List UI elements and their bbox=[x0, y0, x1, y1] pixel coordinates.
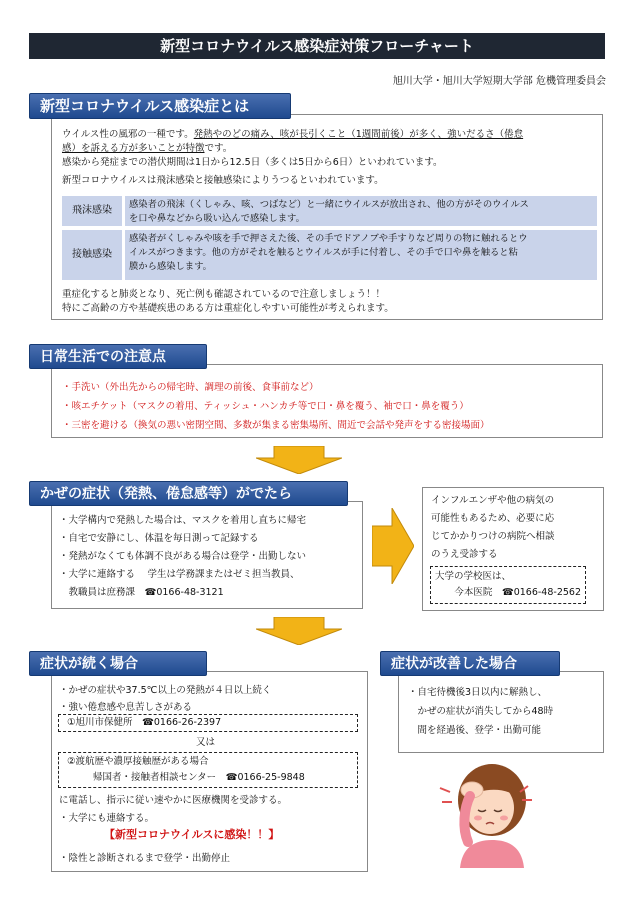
or-label: 又は bbox=[196, 737, 216, 748]
about-line5: 重症化すると肺炎となり、死亡例も確認されているので注意しましょう！！ bbox=[62, 289, 386, 300]
about-warning bbox=[62, 288, 394, 316]
about-line2: 感）を訴える方が多いことが特徴 bbox=[62, 143, 205, 154]
about-line4: 新型コロナウイルスは飛沫感染と接触感染によりうつるといわれています。 bbox=[62, 175, 384, 186]
symptoms-list bbox=[59, 512, 306, 602]
other-illness-line-4: のうえ受診する bbox=[431, 549, 498, 560]
school-doctor-contact: 今本医院 ☎0166-48-2562 bbox=[454, 587, 581, 598]
infected-heading: 【新型コロナウイルスに感染！！】 bbox=[104, 828, 280, 841]
continue-content-top bbox=[59, 682, 271, 716]
daily-item-cough-etiquette: ・咳エチケット（マスクの着用、ティッシュ・ハンカチ等で口・鼻を覆う、袖で口・鼻を覆う） bbox=[62, 401, 469, 412]
improved-line-2: かぜの症状が消失してから48時 bbox=[408, 706, 554, 717]
section-daily-heading: 日常生活での注意点 bbox=[29, 344, 207, 369]
improved-list bbox=[408, 683, 553, 740]
section-about-heading: 新型コロナウイルス感染症とは bbox=[29, 93, 291, 119]
daily-item-handwash: ・手洗い（外出先からの帰宅時、調理の前後、食事前など） bbox=[62, 382, 319, 393]
about-line3: 感染から発症までの潜伏期間は1日から12.5日（多くは5日から6日）といわれています。 bbox=[62, 157, 443, 168]
symptoms-item-5: 教職員は庶務課 ☎0166-48-3121 bbox=[59, 587, 224, 598]
improved-line-1: ・自宅待機後3日以内に解熱し、 bbox=[408, 687, 548, 698]
other-illness-line-2: 可能性もあるため、必要に応 bbox=[431, 513, 555, 524]
other-illness-line-1: インフルエンザや他の病気の bbox=[431, 495, 555, 506]
droplet-infection-text: 感染者の飛沫（くしゃみ、咳、つばなど）と一緒にウイルスが放出され、他の方がそのウイルス を口や鼻などから吸い込んで感染します。 bbox=[125, 196, 597, 226]
droplet-infection-label: 飛沫感染 bbox=[62, 196, 122, 226]
contact-infection-text: 感染者がくしゃみや咳を手で押さえた後、その手でドアノブや手すりなど周りの物に触れるとウ イルスがつきます。他の方がそれを触るとウイルスが手に付着し、その手で口や鼻を触ると粘 膜から感染します。 bbox=[125, 230, 597, 280]
consult-center-box bbox=[58, 752, 358, 788]
consult-center-contact: 帰国者・接触者相談センター ☎0166-25-9848 bbox=[93, 772, 305, 783]
section-about-content bbox=[62, 128, 523, 188]
daily-list bbox=[62, 378, 490, 435]
about-line1b: 発熱やのどの痛み、咳が長引くこと（1週間前後）が多く、強いだるさ（倦怠 bbox=[193, 129, 524, 140]
about-line6: 特にご高齢の方や基礎疾患のある方は重症化しやすい可能性が考えられます。 bbox=[62, 303, 394, 314]
page-title: 新型コロナウイルス感染症対策フローチャート bbox=[29, 33, 605, 59]
continue-line-1: ・かぜの症状や37.5℃以上の発熱が４日以上続く bbox=[59, 685, 272, 696]
consult-center-condition: ②渡航歴や濃厚接触歴がある場合 bbox=[67, 756, 209, 767]
continue-line-2: ・強い倦怠感や息苦しさがある bbox=[59, 702, 193, 713]
symptoms-item-2: ・自宅で安静にし、体温を毎日測って記録する bbox=[59, 533, 259, 544]
continue-content-bottom bbox=[59, 792, 287, 828]
right-arrow bbox=[372, 508, 414, 584]
about-line1a: ウイルス性の風邪の一種です。 bbox=[62, 129, 194, 140]
continue-line-4: ・大学にも連絡する。 bbox=[59, 813, 155, 824]
section-improved-heading: 症状が改善した場合 bbox=[380, 651, 560, 676]
other-illness-line-3: じてかかりつけの病院へ相談 bbox=[431, 531, 555, 542]
school-doctor-box bbox=[430, 566, 586, 604]
health-center-contact: ①旭川市保健所 ☎0166-26-2397 bbox=[67, 717, 222, 728]
daily-item-avoid-3c: ・三密を避ける（換気の悪い密閉空間、多数が集まる密集場所、間近で会話や発声をする密接場面） bbox=[62, 420, 490, 431]
organization-name: 旭川大学・旭川大学短期大学部 危機管理委員会 bbox=[392, 76, 606, 87]
down-arrow-1 bbox=[256, 446, 342, 474]
other-illness-text bbox=[431, 492, 555, 564]
section-continue-heading: 症状が続く場合 bbox=[29, 651, 207, 676]
symptoms-item-1: ・大学構内で発熱した場合は、マスクを着用し直ちに帰宅 bbox=[59, 515, 307, 526]
symptoms-item-3: ・発熱がなくても体調不良がある場合は登学・出勤しない bbox=[59, 551, 307, 562]
improved-line-3: 間を経過後、登学・出勤可能 bbox=[408, 725, 542, 736]
section-symptoms-heading: かぜの症状（発熱、倦怠感等）がでたら bbox=[29, 481, 348, 506]
contact-infection-label: 接触感染 bbox=[62, 230, 122, 280]
down-arrow-2 bbox=[256, 617, 342, 645]
school-doctor-label: 大学の学校医は、 bbox=[435, 571, 512, 582]
symptoms-item-4: ・大学に連絡する 学生は学務課またはゼミ担当教員、 bbox=[59, 569, 300, 580]
health-center-box bbox=[58, 714, 358, 732]
about-line2b: です。 bbox=[204, 143, 233, 154]
sick-woman-illustration bbox=[432, 758, 552, 868]
continue-line-3: に電話し、指示に従い速やかに医療機関を受診する。 bbox=[59, 795, 288, 806]
infected-line: ・陰性と診断されるまで登学・出勤停止 bbox=[59, 853, 231, 864]
